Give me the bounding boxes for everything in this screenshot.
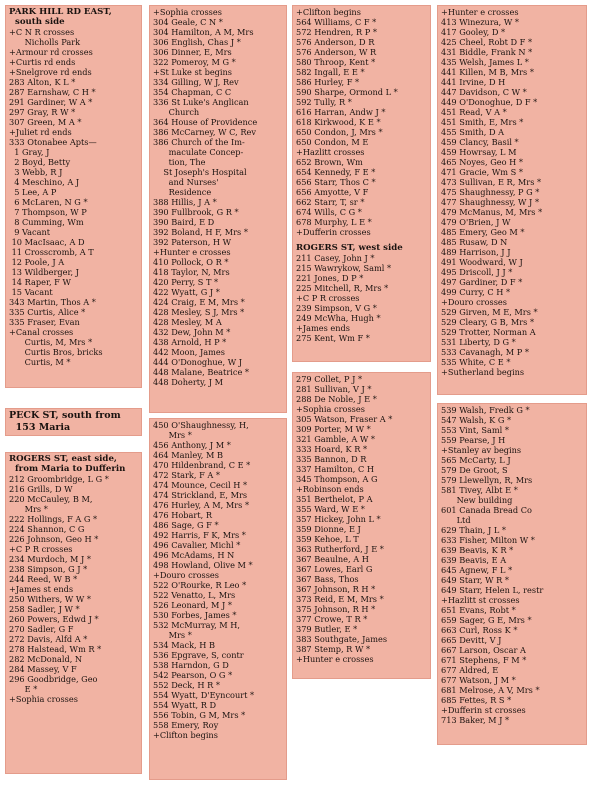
directory-line: New building [441,495,513,505]
directory-line: 554 Wyatt, R D [153,700,217,710]
clipping-rogers-st-east [5,452,142,774]
directory-line: 345 Thompson, A G [296,474,378,484]
directory-line: 441 Killen, M B, Mrs * [441,67,534,77]
directory-line: Church [153,107,200,117]
directory-line: 677 Watson, J M * [441,675,516,685]
clipping-walsh-to-baker [437,403,587,745]
directory-line: 304 Hamilton, A M, Mrs [153,27,254,37]
directory-line: 455 Smith, D A [441,127,505,137]
directory-line: 4 Meschino, A J [9,177,80,187]
directory-line: 425 Cheel, Robt D F * [441,37,533,47]
directory-line: 667 Larson, Oscar A [441,645,526,655]
directory-line: 678 Murphy, L E * [296,217,372,227]
directory-line: 444 O'Donoghue, W J [153,357,243,367]
directory-line: 388 Hillis, J A * [153,197,217,207]
directory-line: 305 Watson, Fraser A * [296,414,393,424]
directory-line: 309 Porter, M W * [296,424,371,434]
directory-line: 572 Hendren, R P * [296,27,377,37]
directory-line: 387 Stemp, R W * [296,644,371,654]
directory-line: 14 Raper, F W [9,277,71,287]
directory-line: 565 McCarty, L J [441,455,511,465]
directory-line: 477 Shaughnessy, W J * [441,197,540,207]
directory-line: +Canal crosses [9,327,74,337]
directory-line: St Joseph's Hospital [153,167,247,177]
directory-line: 260 Powers, Edwd J * [9,614,99,624]
directory-line: 238 Simpson, G J * [9,564,88,574]
directory-line: 226 Johnson, Geo H * [9,534,99,544]
directory-line: 272 Davis, Alfd A * [9,634,88,644]
directory-line: 662 Starr, T, sr * [296,197,365,207]
directory-line: 392 Paterson, H W [153,237,232,247]
directory-line: 497 Gardiner, D F * [441,277,523,287]
directory-line: 496 McAdams, H N [153,550,235,560]
directory-line: 275 Kent, Wm F * [296,333,370,343]
directory-line: 532 McMurray, M H, [153,620,241,630]
directory-line: Mrs * [9,504,48,514]
directory-line: tion, The [153,157,206,167]
directory-line: 12 Poole, J A [9,257,65,267]
directory-line: Mrs * [153,430,192,440]
directory-line: from Maria to Dufferin [9,464,126,474]
directory-line: 334 Gilling, W J, Rev [153,77,239,87]
directory-line: 499 Curry, C H * [441,287,511,297]
directory-line: 479 McManus, M, Mrs * [441,207,543,217]
directory-line: 279 Collet, P J * [296,374,363,384]
directory-line: 392 Boland, H F, Mrs * [153,227,248,237]
directory-line: 539 Walsh, Fredk G * [441,405,530,415]
directory-line: 649 Starr, Helen L, restr [441,585,544,595]
directory-line: +Hunter e crosses [153,247,231,257]
directory-line: 479 O'Brien, J W [441,217,511,227]
directory-line: 534 Mack, H B [153,640,216,650]
directory-line: 377 Crowe, T R * [296,614,368,624]
directory-line: 489 Harrison, J J [441,247,511,257]
directory-line: 3 Webb, R J [9,167,63,177]
directory-line: 471 Gracie, Wm S * [441,167,523,177]
directory-line: +Juliet rd ends [9,127,72,137]
directory-line: 15 Vacant [9,287,53,297]
directory-line: 354 Chapman, C C [153,87,232,97]
directory-line: 1 Gray, J [9,147,50,157]
directory-line: +Robinson ends [296,484,364,494]
directory-line: 297 Gray, R W * [9,107,76,117]
directory-line: 633 Fisher, Milton W * [441,535,535,545]
directory-line: 475 Shaughnessy, P G * [441,187,540,197]
directory-line: +Dufferin crosses [296,227,371,237]
directory-line: 601 Canada Bread Co [441,505,532,515]
directory-line: 586 Hurley, F * [296,77,360,87]
directory-line: 379 Butler, E * [296,624,358,634]
directory-line: 13 Wildberger, J [9,267,79,277]
directory-line: 558 Emery, Roy [153,720,219,730]
directory-line: 650 Condon, M E [296,137,369,147]
directory-line: 651 Evans, Robt * [441,605,516,615]
directory-line: +Snelgrove rd ends [9,67,92,77]
directory-line: 553 Vint, Saml * [441,425,509,435]
directory-line: 10 MacIsaac, A D [9,237,85,247]
directory-line: 485 Rusaw, D N [441,237,508,247]
directory-line: 529 Trotter, Norman A [441,327,536,337]
directory-line: 438 Arnold, H P * [153,337,227,347]
directory-line: 535 White, C E * [441,357,511,367]
directory-line: +Hunter e crosses [296,654,374,664]
directory-line: 629 Thain, J L * [441,525,506,535]
directory-line: 456 Anthony, J M * [153,440,231,450]
directory-line: +James ends [296,323,350,333]
directory-line: 498 Howland, Olive M * [153,560,253,570]
directory-line: 496 Cavalier, Michl * [153,540,241,550]
directory-line: 225 Mitchell, R, Mrs * [296,283,389,293]
directory-line: 337 Hamilton, C H [296,464,374,474]
directory-line: 556 Tobin, G M, Mrs * [153,710,246,720]
directory-line: 645 Agnew, F L * [441,565,513,575]
directory-line: 639 Beavis, E A [441,555,507,565]
directory-line: +St Luke st begins [153,67,232,77]
directory-line: 713 Baker, M J * [441,715,510,725]
directory-line: 291 Gardiner, W A * [9,97,93,107]
directory-line: 221 Jones, D P * [296,273,364,283]
directory-line: 250 Withers, W W * [9,594,91,604]
directory-line: 652 Brown, Wm [296,157,363,167]
directory-line: +Curtis rd ends [9,57,76,67]
directory-line: 234 Murdoch, M J * [9,554,91,564]
directory-line: 459 Clancy, Basil * [441,137,519,147]
directory-line: 390 Fullbrook, G R * [153,207,239,217]
directory-line: 343 Martin, Thos A * [9,297,96,307]
directory-line: 432 Dew, John M * [153,327,231,337]
directory-line: 367 Johnson, R H * [296,584,376,594]
directory-line: 492 Harris, F K, Mrs * [153,530,246,540]
directory-line: 659 Sager, G E, Mrs * [441,615,532,625]
directory-line: PECK ST, south from [9,410,121,421]
directory-line: 665 Devitt, V J [441,635,502,645]
directory-line: 590 Sharpe, Ormond L * [296,87,398,97]
directory-line: 579 Llewellyn, R, Mrs [441,475,533,485]
directory-line: 476 Hobart, R [153,510,212,520]
directory-line: +Sophia crosses [9,694,78,704]
directory-line: 212 Groombridge, L G * [9,474,109,484]
directory-line: 451 Read, V A * [441,107,507,117]
directory-line: 239 Simpson, V G * [296,303,377,313]
directory-line: 335 Fraser, Evan [9,317,80,327]
directory-line: 592 Tully, R * [296,97,352,107]
directory-line: 474 Strickland, E, Mrs [153,490,248,500]
directory-line: 424 Craig, E M, Mrs * [153,297,245,307]
directory-line: 538 Harndon, G D [153,660,229,670]
directory-line: 11 Crosscromb, A T [9,247,94,257]
directory-line: 522 Venatto, L, Mrs [153,590,236,600]
directory-line: 576 Anderson, W R [296,47,377,57]
directory-line: 663 Curl, Ross K * [441,625,518,635]
directory-line: 386 Church of the Im- [153,137,245,147]
directory-line: 656 Amyotte, V F [296,187,369,197]
directory-line: 383 Southgate, James [296,634,388,644]
directory-line: 564 Williams, C F * [296,17,377,27]
directory-line: +Clifton begins [296,7,361,17]
directory-line: 373 Reid, E M, Mrs * [296,594,384,604]
directory-line: 304 Geale, C N * [153,17,223,27]
directory-line: 580 Throop, Kent * [296,57,376,67]
directory-line: 441 Irvine, D H [441,77,506,87]
directory-line: south side [9,17,65,27]
directory-line: 442 Moon, James [153,347,225,357]
directory-line: 681 Melrose, A V, Mrs * [441,685,540,695]
directory-line: 335 Curtis, Alice * [9,307,86,317]
directory-line: and Nurses' [153,177,219,187]
directory-line: 306 English, Chas J * [153,37,241,47]
directory-line: 677 Aldred, E [441,665,499,675]
directory-line: 5 Lee, A P [9,187,57,197]
directory-line: 529 Girven, M E, Mrs * [441,307,538,317]
directory-line: 450 O'Shaughnessy, H, [153,420,249,430]
directory-line: 581 Tivey, Albt E * [441,485,518,495]
directory-line: 473 Sullivan, E R, Mrs * [441,177,542,187]
directory-line: Nicholls Park [9,37,81,47]
directory-line: 448 Malane, Beatrice * [153,367,250,377]
clipping-peck-st [5,408,142,436]
directory-line: 278 Halstead, Wm R * [9,644,102,654]
directory-line: 258 Sadler, J W * [9,604,80,614]
directory-line: 367 Bass, Thos [296,574,359,584]
directory-line: 459 Howrsay, L M [441,147,517,157]
directory-line: 486 Sage, G F * [153,520,219,530]
clipping-sophia-to-doherty [149,5,287,413]
directory-line: +Douro crosses [441,297,507,307]
directory-line: 465 Noyes, Geo H * [441,157,523,167]
directory-line: 211 Casey, John J * [296,253,375,263]
directory-line: 464 Manley, M B [153,450,223,460]
directory-line: 554 Wyatt, D'Eyncourt * [153,690,255,700]
directory-line: +Hunter e crosses [441,7,519,17]
directory-line: 531 Liberty, D G * [441,337,516,347]
directory-line: 270 Sadler, G F [9,624,74,634]
directory-line: 616 Harran, Andw J * [296,107,386,117]
directory-line: 6 McLaren, N G * [9,197,88,207]
clipping-body [292,5,431,343]
directory-line: 355 Ward, W E * [296,504,365,514]
directory-line: +Stanley av begins [441,445,522,455]
clipping-body [5,452,142,704]
directory-line: 386 McCarney, W C, Rev [153,127,256,137]
directory-line: 448 Doherty, J M [153,377,224,387]
directory-line: 351 Berthelot, P A [296,494,373,504]
directory-line: 336 St Luke's Anglican [153,97,249,107]
directory-line: +Dufferin st crosses [441,705,526,715]
directory-line: 307 Green, M A * [9,117,82,127]
directory-line: +Hazlitt crosses [296,147,365,157]
directory-line: maculate Concep- [153,147,244,157]
directory-line: 306 Dinner, E, Mrs [153,47,232,57]
directory-line: 485 Emery, Geo M * [441,227,525,237]
clipping-body [5,5,142,367]
directory-line: ROGERS ST, west side [296,243,403,253]
directory-line: 364 House of Providence [153,117,258,127]
clipping-body [149,418,287,740]
directory-line: +Sophia crosses [153,7,222,17]
directory-line: 491 Woodward, W J [441,257,523,267]
directory-line: +Armour rd crosses [9,47,93,57]
clipping-body [437,403,587,725]
directory-line: 674 Wills, C G * [296,207,362,217]
directory-line: +Sophia crosses [296,404,365,414]
directory-line: 526 Leonard, M J * [153,600,232,610]
directory-line: 476 Hurley, A M, Mrs * [153,500,250,510]
directory-line: Residence [153,187,212,197]
directory-line: 522 O'Rourke, R Leo * [153,580,247,590]
directory-line: Ltd [441,515,471,525]
directory-line: 335 Bannon, D R [296,454,367,464]
directory-line: 296 Goodbridge, Geo [9,674,98,684]
directory-line: 8 Cumming, Wm [9,217,84,227]
directory-line: +Clifton begins [153,730,218,740]
directory-line: 322 Pomeroy, M G * [153,57,236,67]
directory-line: +C N R crosses [9,27,75,37]
directory-line: 542 Pearson, O G * [153,670,233,680]
directory-line: 413 Winezura, W * [441,17,519,27]
directory-line: Mrs * [153,630,192,640]
directory-line: 244 Reed, W B * [9,574,78,584]
directory-line: 367 Beaulne, A H [296,554,369,564]
directory-line: 2 Boyd, Betty [9,157,71,167]
directory-line: Curtis, M, Mrs * [9,337,93,347]
directory-line: ROGERS ST, east side, [9,454,117,464]
clipping-body [5,408,142,434]
directory-line: 220 McCauley, B M, [9,494,93,504]
directory-line: 284 Massey, V F [9,664,77,674]
directory-line: 410 Pollock, O R * [153,257,229,267]
directory-line: 333 Hoard, K R * [296,444,368,454]
directory-line: 420 Perry, S T * [153,277,219,287]
directory-line: 283 Alton, K L * [9,77,76,87]
directory-line: +Hazlitt st crosses [441,595,520,605]
directory-line: +James st ends [9,584,74,594]
directory-line: 359 Dionne, E J [296,524,361,534]
directory-line: 321 Gamble, A W * [296,434,375,444]
clipping-clifton-and-rogers-west [292,5,431,362]
directory-line: 582 Ingall, E E * [296,67,365,77]
directory-line: 282 McDonald, N [9,654,83,664]
directory-line: 650 Condon, J, Mrs * [296,127,383,137]
directory-line: 288 De Noble, J E * [296,394,377,404]
directory-line: 451 Smith, E, Mrs * [441,117,524,127]
directory-line: E * [9,684,38,694]
directory-line: Curtis Bros, bricks [9,347,103,357]
directory-line: 7 Thompson, W P [9,207,87,217]
directory-line: 618 Kirkwood, K E * [296,117,381,127]
directory-line: 249 McWha, Hugh * [296,313,381,323]
directory-line: 375 Johnson, R H * [296,604,376,614]
directory-line: 224 Shannon, C G [9,524,85,534]
directory-line: 671 Stephens, F M * [441,655,527,665]
directory-line: 363 Rutherford, J E * [296,544,384,554]
directory-line: 552 Deck, H R * [153,680,220,690]
directory-line: 359 Kehoe, L T [296,534,359,544]
directory-line: 216 Grills, D W [9,484,73,494]
directory-line: 287 Earnshaw, C H * [9,87,96,97]
directory-line: 579 De Groot, S [441,465,508,475]
directory-line: 435 Welsh, James L * [441,57,529,67]
directory-line: 533 Cavanagh, M P * [441,347,529,357]
directory-line: 654 Kennedy, F E * [296,167,376,177]
directory-line: 656 Starr, Thos C * [296,177,376,187]
directory-line: +Douro crosses [153,570,219,580]
directory-line: 422 Wyatt, G J * [153,287,220,297]
directory-line: +C P R crosses [9,544,73,554]
directory-line: 153 Maria [9,422,71,433]
directory-line: 447 Davidson, C W * [441,87,527,97]
directory-line: 418 Taylor, N, Mrs [153,267,230,277]
directory-line: 536 Epgrave, S, contr [153,650,244,660]
clipping-park-hill-rd-east [5,5,142,388]
directory-line: +C P R crosses [296,293,360,303]
directory-line: 367 Lowes, Earl G [296,564,373,574]
clipping-body [437,5,587,377]
clipping-body [292,372,431,664]
clipping-oshaughnessy-to-clifton [149,418,287,780]
clipping-hunter-to-sutherland [437,5,587,395]
directory-line: 474 Mounce, Cecil H * [153,480,248,490]
directory-line: 333 Otonabee Apts— [9,137,97,147]
directory-line: 449 O'Donoghue, D F * [441,97,538,107]
directory-line: 530 Forbes, James * [153,610,237,620]
directory-line: 649 Starr, W R * [441,575,510,585]
directory-line: 495 Driscoll, J J * [441,267,513,277]
directory-line: 281 Sullivan, V J * [296,384,372,394]
directory-line: 390 Baird, E D [153,217,215,227]
directory-line: 215 Wawrykow, Saml * [296,263,392,273]
clipping-collet-to-hunter [292,372,431,679]
directory-line: 559 Pearse, J H [441,435,506,445]
directory-line: 685 Fettes, R S * [441,695,512,705]
directory-line: 529 Cleary, G B, Mrs * [441,317,535,327]
directory-line: 357 Hickey, John L * [296,514,381,524]
directory-line: 417 Gooley, D * [441,27,506,37]
directory-line: 428 Mesley, M A [153,317,222,327]
directory-line: 9 Vacant [9,227,51,237]
directory-line: 547 Walsh, K G * [441,415,512,425]
directory-line: Curtis, M * [9,357,71,367]
directory-line: 576 Anderson, D R [296,37,375,47]
directory-line: 470 Hildenbrand, C E * [153,460,251,470]
directory-line: 472 Stark, F A * [153,470,220,480]
directory-line: 639 Beavis, K R * [441,545,514,555]
directory-line: 222 Hollings, F A G * [9,514,98,524]
directory-line: PARK HILL RD EAST, [9,7,112,17]
directory-line: 431 Biddle, Frank N * [441,47,533,57]
clipping-body [149,5,287,387]
directory-line: 428 Mesley, S J, Mrs * [153,307,245,317]
directory-line: +Sutherland begins [441,367,525,377]
